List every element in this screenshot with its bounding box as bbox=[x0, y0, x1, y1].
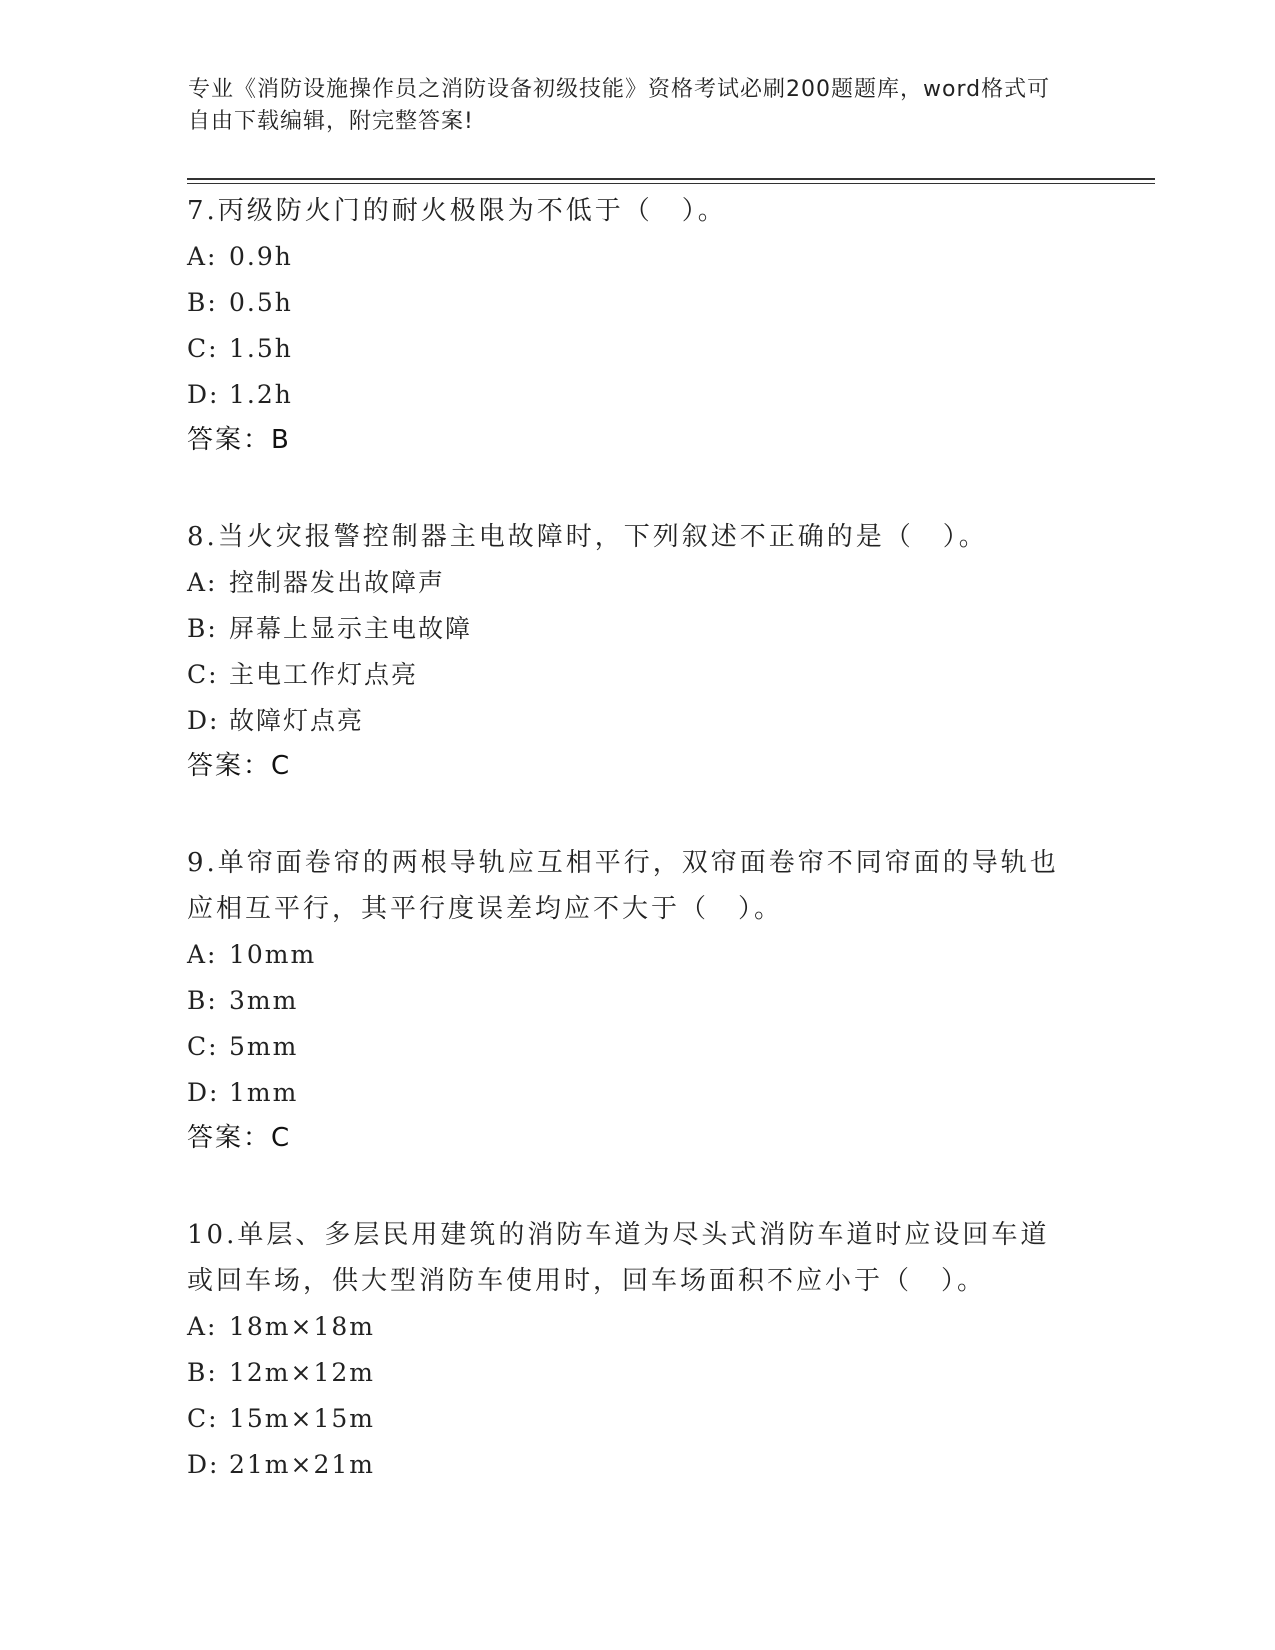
option-text: 屏幕上显示主电故障 bbox=[229, 614, 473, 643]
question-8 bbox=[187, 514, 1087, 788]
question-stem: 10.单层、多层民用建筑的消防车道为尽头式消防车道时应设回车道或回车场，供大型消防车使用时，回车场面积不应小于（ ）。 bbox=[187, 1220, 1050, 1296]
answer-line: 答案：B bbox=[187, 425, 291, 455]
question-9 bbox=[187, 840, 1087, 1160]
document-header: 专业《消防设施操作员之消防设备初级技能》资格考试必刷200题题库，word格式可自由下载编辑，附完整答案! bbox=[188, 77, 1051, 134]
option-text: 故障灯点亮 bbox=[229, 706, 365, 735]
option-a bbox=[187, 932, 1087, 978]
option-key: D: bbox=[187, 1078, 220, 1107]
option-a bbox=[187, 560, 1087, 606]
option-key: B: bbox=[187, 288, 218, 317]
option-key: B: bbox=[187, 986, 218, 1015]
option-b bbox=[187, 978, 1087, 1024]
option-key: C: bbox=[187, 334, 219, 363]
option-text: 1mm bbox=[229, 1078, 299, 1107]
option-key: C: bbox=[187, 1404, 219, 1433]
option-key: A: bbox=[187, 940, 218, 969]
option-c bbox=[187, 1396, 1087, 1442]
option-c bbox=[187, 1024, 1087, 1070]
option-a bbox=[187, 1304, 1087, 1350]
option-b bbox=[187, 1350, 1087, 1396]
option-key: A: bbox=[187, 242, 218, 271]
option-key: D: bbox=[187, 1450, 220, 1479]
question-10 bbox=[187, 1212, 1087, 1488]
option-c bbox=[187, 652, 1087, 698]
option-key: C: bbox=[187, 660, 219, 689]
option-text: 18m×18m bbox=[229, 1312, 375, 1341]
answer-line: 答案：C bbox=[187, 751, 292, 781]
question-list bbox=[187, 188, 1087, 1488]
option-key: A: bbox=[187, 568, 218, 597]
option-text: 12m×12m bbox=[229, 1358, 375, 1387]
option-d bbox=[187, 1442, 1087, 1488]
option-d bbox=[187, 372, 1087, 418]
question-stem: 8.当火灾报警控制器主电故障时，下列叙述不正确的是（ ）。 bbox=[187, 522, 988, 552]
option-d bbox=[187, 1070, 1087, 1116]
option-d bbox=[187, 698, 1087, 744]
question-stem: 9.单帘面卷帘的两根导轨应互相平行，双帘面卷帘不同帘面的导轨也应相互平行，其平行度误差均应不大于（ ）。 bbox=[187, 848, 1059, 924]
option-text: 0.9h bbox=[229, 242, 293, 271]
question-7 bbox=[187, 188, 1087, 462]
answer-line: 答案：C bbox=[187, 1123, 292, 1153]
option-b bbox=[187, 606, 1087, 652]
option-text: 3mm bbox=[229, 986, 299, 1015]
option-text: 主电工作灯点亮 bbox=[229, 660, 419, 689]
option-key: B: bbox=[187, 614, 218, 643]
option-text: 控制器发出故障声 bbox=[229, 568, 446, 597]
option-c bbox=[187, 326, 1087, 372]
option-text: 0.5h bbox=[229, 288, 293, 317]
option-text: 1.2h bbox=[229, 380, 293, 409]
option-text: 15m×15m bbox=[229, 1404, 375, 1433]
header-divider-thin bbox=[187, 183, 1155, 184]
option-key: D: bbox=[187, 706, 220, 735]
option-key: B: bbox=[187, 1358, 218, 1387]
header-divider-thick bbox=[187, 178, 1155, 180]
question-stem: 7.丙级防火门的耐火极限为不低于（ ）。 bbox=[187, 196, 727, 226]
option-text: 21m×21m bbox=[229, 1450, 375, 1479]
option-text: 1.5h bbox=[229, 334, 293, 363]
option-b bbox=[187, 280, 1087, 326]
option-text: 10mm bbox=[229, 940, 317, 969]
option-text: 5mm bbox=[229, 1032, 299, 1061]
option-key: D: bbox=[187, 380, 220, 409]
option-key: C: bbox=[187, 1032, 219, 1061]
option-a bbox=[187, 234, 1087, 280]
option-key: A: bbox=[187, 1312, 218, 1341]
